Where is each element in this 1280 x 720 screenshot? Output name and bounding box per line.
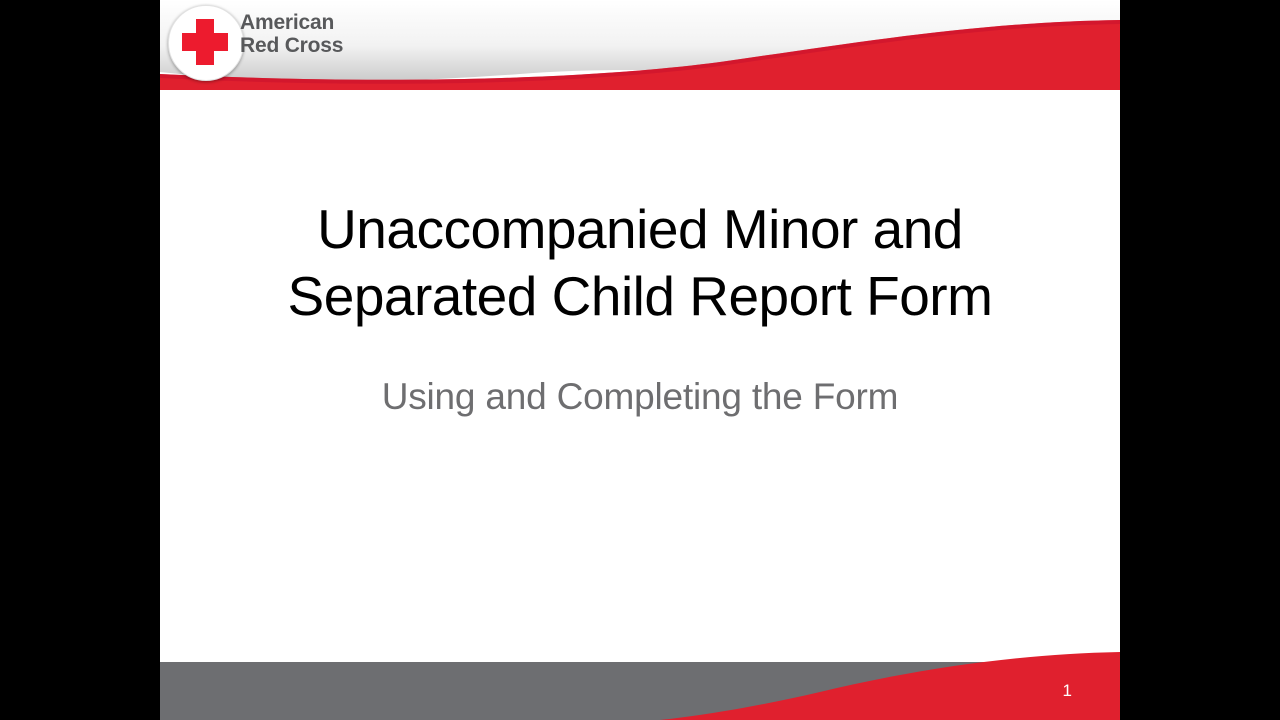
- slide-subtitle: Using and Completing the Form: [381, 376, 899, 417]
- slide-header: [160, 0, 1120, 96]
- slide-footer: [160, 652, 1120, 720]
- brand-wordmark: [240, 12, 343, 57]
- brand-line-2: Red Cross: [240, 33, 344, 57]
- page-number: 1: [1062, 681, 1072, 700]
- presentation-slide: [160, 0, 1120, 720]
- slide-title: Unaccompanied Minor and Separated Child Report Form: [287, 198, 993, 328]
- footer-swoosh-graphic: [160, 652, 1120, 720]
- brand-line-1: American: [240, 11, 335, 34]
- logo-cross-horizontal: [182, 33, 228, 51]
- red-cross-logo-icon: [168, 5, 244, 81]
